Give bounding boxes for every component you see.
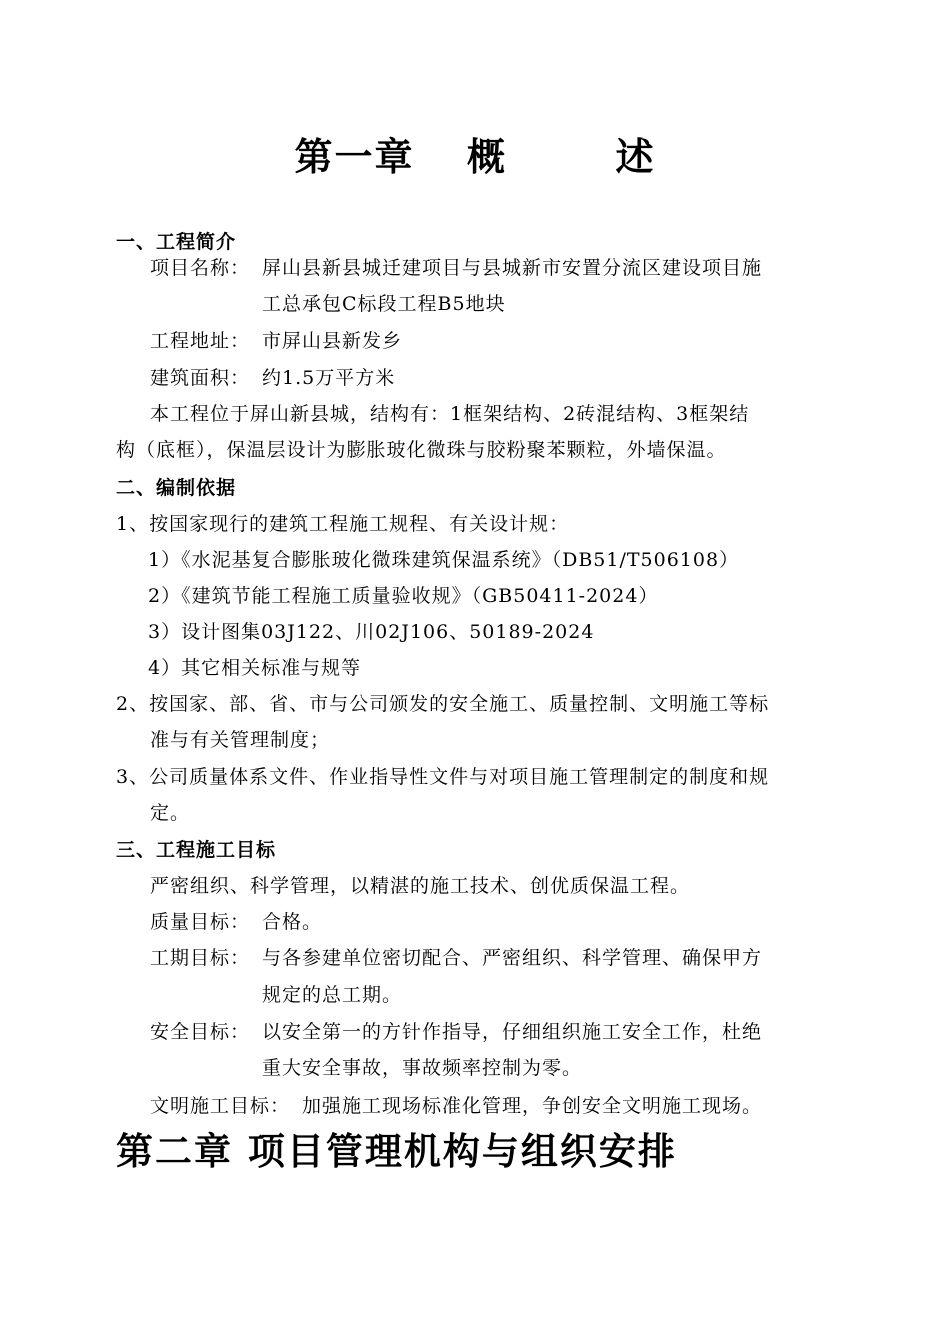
- section-3-heading: 三、工程施工目标: [116, 839, 277, 861]
- chapter-2-title: 第二章 项目管理机构与组织安排: [116, 1129, 677, 1173]
- chapter-1-word2: 述: [615, 134, 656, 179]
- section-2-heading: 二、编制依据: [116, 477, 237, 499]
- goal-intro: 严密组织、科学管理，以精湛的施工技术、创优质保温工程。: [150, 875, 691, 897]
- safety-goal-label: 安全目标：: [150, 1021, 251, 1043]
- basis-sub-2: 2）《建筑节能工程施工质量验收规》（GB50411-2024）: [148, 585, 659, 607]
- section-1-heading: 一、工程简介: [116, 231, 237, 253]
- basis-item-1: 1、按国家现行的建筑工程施工规程、有关设计规：: [116, 513, 570, 535]
- chapter-1-title: [0, 134, 950, 180]
- project-name-line2: 工总承包C标段工程B5地块: [262, 293, 506, 315]
- quality-goal-label: 质量目标：: [150, 911, 251, 933]
- basis-sub-4: 4）其它相关标准与规等: [148, 657, 362, 679]
- basis-item-3-line2: 定。: [150, 802, 191, 824]
- area-label: 建筑面积：: [150, 367, 251, 389]
- chapter-1-prefix: 第一章: [294, 134, 415, 179]
- schedule-goal-label: 工期目标：: [150, 947, 251, 969]
- schedule-goal-line1: 与各参建单位密切配合、严密组织、科学管理、确保甲方: [262, 947, 763, 969]
- civil-goal-label: 文明施工目标：: [150, 1095, 291, 1117]
- chapter-1-word1: 概: [466, 134, 507, 179]
- address-label: 工程地址：: [150, 330, 251, 352]
- basis-item-2-line1: 2、按国家、部、省、市与公司颁发的安全施工、质量控制、文明施工等标: [116, 693, 770, 715]
- safety-goal-line1: 以安全第一的方针作指导，仔细组织施工安全工作，杜绝: [262, 1021, 763, 1043]
- description-line2: 构（底框），保温层设计为膨胀玻化微珠与胶粉聚苯颗粒，外墙保温。: [116, 439, 727, 461]
- safety-goal-line2: 重大安全事故，事故频率控制为零。: [262, 1057, 583, 1079]
- basis-item-2-line2: 准与有关管理制度；: [150, 729, 331, 751]
- quality-goal-value: 合格。: [262, 911, 323, 933]
- project-name-label: 项目名称：: [150, 257, 251, 279]
- basis-item-3-line1: 3、公司质量体系文件、作业指导性文件与对项目施工管理制定的制度和规: [116, 766, 770, 788]
- civil-goal-value: 加强施工现场标准化管理，争创安全文明施工现场。: [302, 1095, 763, 1117]
- basis-sub-3: 3）设计图集03J122、川02J106、50189-2024: [148, 621, 595, 643]
- basis-sub-1: 1）《水泥基复合膨胀玻化微珠建筑保温系统》（DB51/T506108）: [148, 549, 740, 571]
- description-line1: 本工程位于屏山新县城，结构有：1框架结构、2砖混结构、3框架结: [150, 403, 750, 425]
- area-value: 约1.5万平方米: [262, 367, 396, 389]
- project-name-line1: 屏山县新县城迁建项目与县城新市安置分流区建设项目施: [262, 257, 763, 279]
- address-value: 市屏山县新发乡: [262, 330, 403, 352]
- schedule-goal-line2: 规定的总工期。: [262, 984, 403, 1006]
